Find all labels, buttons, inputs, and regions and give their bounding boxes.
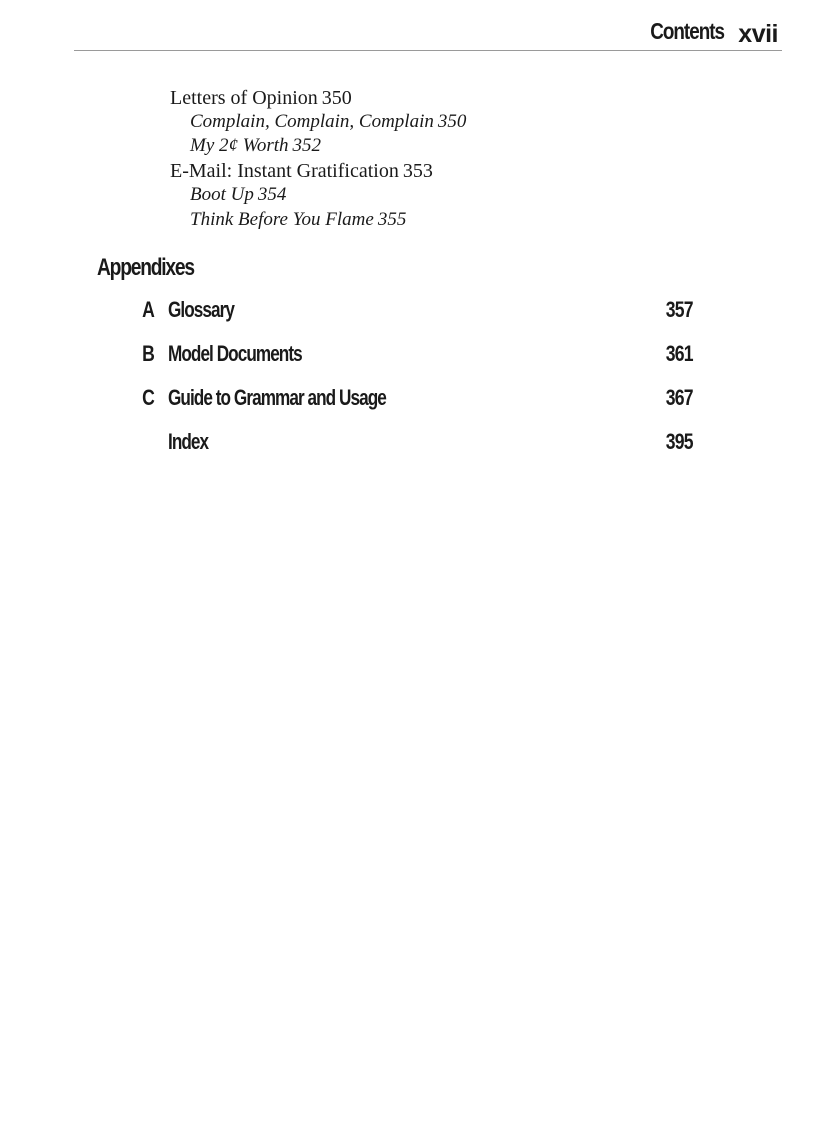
- page-number-roman: xvii: [738, 20, 778, 48]
- running-header: [74, 14, 782, 51]
- appendix-page: 357: [666, 297, 693, 322]
- appendix-page: 361: [666, 341, 693, 366]
- toc-entry-page: 350: [437, 111, 467, 132]
- running-header-title: Contents: [650, 18, 724, 44]
- toc-entry-page: 354: [257, 184, 287, 205]
- appendix-entry-a[interactable]: [0, 297, 816, 327]
- toc-entry-page: 355: [377, 209, 407, 230]
- toc-entry-label: Boot Up: [190, 184, 254, 205]
- appendix-page: 367: [666, 385, 693, 410]
- appendix-letter: B: [142, 341, 155, 366]
- appendix-title: Guide to Grammar and Usage: [168, 385, 386, 410]
- appendix-entry-b[interactable]: [0, 341, 816, 371]
- appendix-entry-c[interactable]: [0, 385, 816, 415]
- toc-entry-page: 353: [402, 160, 433, 182]
- toc-entry-page: 350: [321, 87, 352, 109]
- index-title: Index: [168, 429, 209, 454]
- toc-entry-label: Complain, Complain, Complain: [190, 111, 434, 132]
- appendix-title: Model Documents: [168, 341, 302, 366]
- toc-entry-label: Think Before You Flame: [190, 209, 374, 230]
- toc-entry-page: 352: [292, 135, 322, 156]
- appendix-title: Glossary: [168, 297, 234, 322]
- index-page: 395: [666, 429, 693, 454]
- appendix-letter: A: [142, 297, 155, 322]
- toc-entry-label: Letters of Opinion: [170, 87, 318, 109]
- toc-entry-index[interactable]: [0, 429, 816, 459]
- toc-entry-label: E-Mail: Instant Gratification: [170, 160, 399, 182]
- appendixes-heading: Appendixes: [97, 254, 194, 281]
- appendix-letter: C: [142, 385, 155, 410]
- toc-entry-label: My 2¢ Worth: [190, 135, 289, 156]
